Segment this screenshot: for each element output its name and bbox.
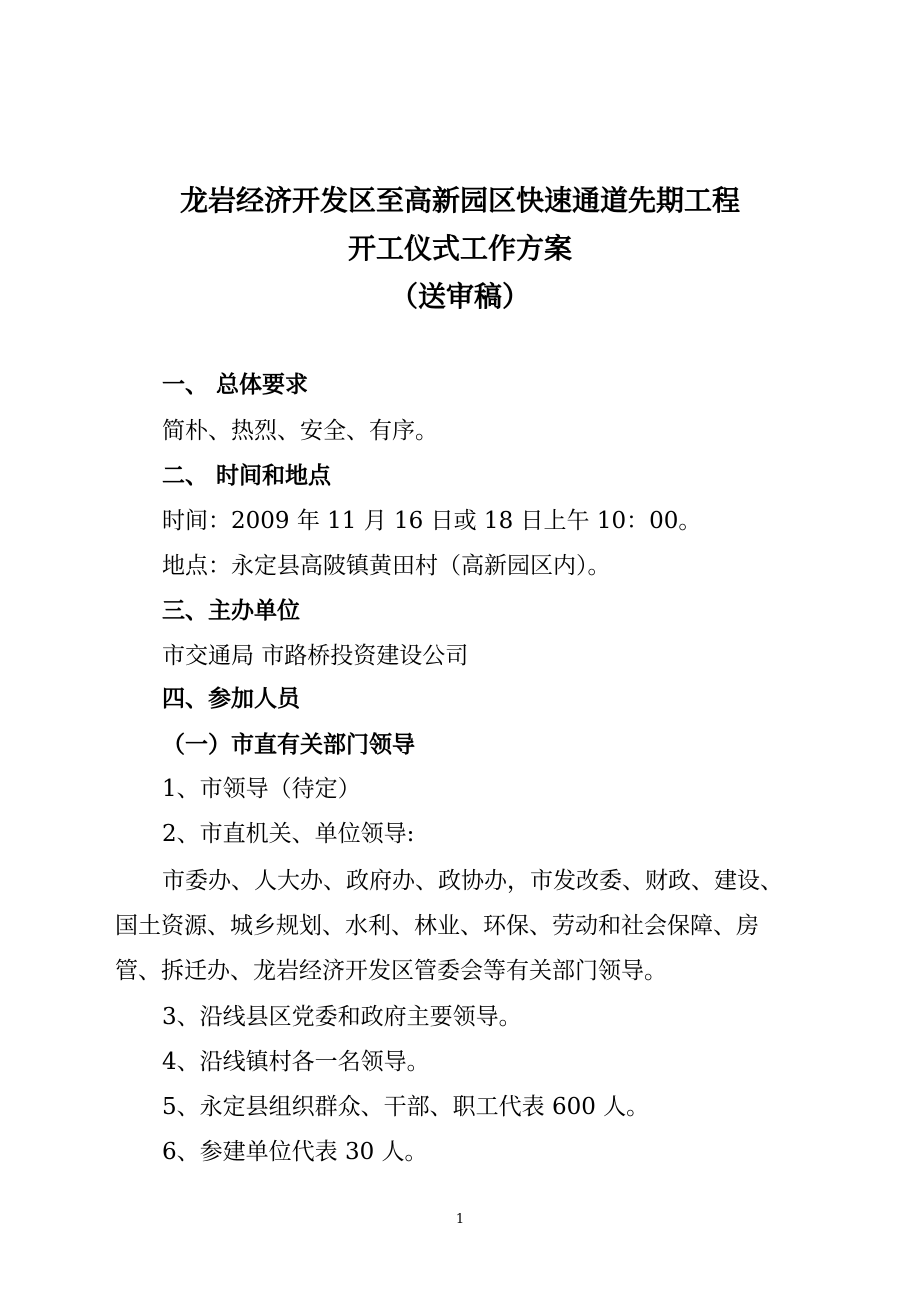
document-title-line-1: 龙岩经济开发区至高新园区快速通道先期工程 [179,184,740,217]
list-item-3: 3、沿线县区党委和政府主要领导。 [162,1004,522,1030]
list-item-6: 6、参建单位代表 30 人。 [162,1139,428,1165]
list-item-5: 5、永定县组织群众、干部、职工代表 600 人。 [162,1094,650,1120]
list-item-1: 1、市领导（待定） [162,776,361,802]
page-number: 1 [455,1212,465,1227]
paragraph-line-2: 国土资源、城乡规划、水利、林业、环保、劳动和社会保障、房 [115,913,759,939]
section-4-heading: 四、参加人员 [162,686,300,712]
document-title-line-2: 开工仪式工作方案 [347,232,572,265]
section-2-time: 时间：2009 年 11 月 16 日或 18 日上午 10：00。 [162,508,702,534]
document-title-draft-note: （送审稿） [389,280,530,313]
paragraph-line-3: 管、拆迁办、龙岩经济开发区管委会等有关部门领导。 [115,958,667,984]
section-2-place: 地点：永定县高陂镇黄田村（高新园区内）。 [162,553,611,579]
section-1-text: 简朴、热烈、安全、有序。 [162,418,438,444]
section-2-heading: 二、 时间和地点 [162,463,332,489]
section-4-subheading-1: （一）市直有关部门领导 [162,732,415,758]
section-1-heading: 一、 总体要求 [162,372,309,398]
list-item-2: 2、市直机关、单位领导: [162,821,415,847]
list-item-4: 4、沿线镇村各一名领导。 [162,1049,430,1075]
section-3-heading: 三、主办单位 [162,598,300,624]
paragraph-line-1: 市委办、人大办、政府办、政协办，市发改委、财政、建设、 [162,868,783,894]
section-3-text: 市交通局 市路桥投资建设公司 [162,643,469,669]
